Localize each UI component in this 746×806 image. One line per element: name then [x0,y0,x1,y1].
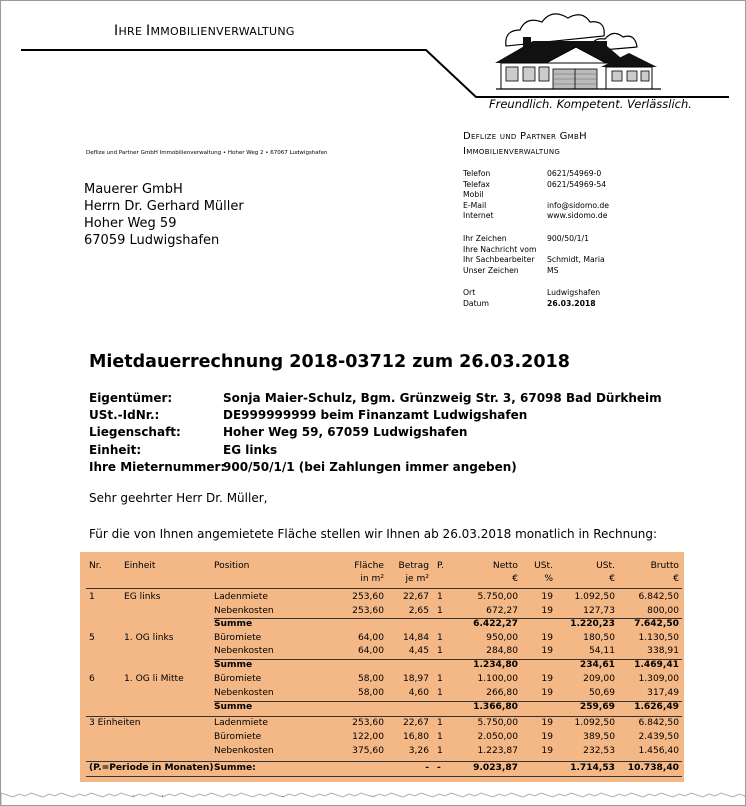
table-cell: Netto [492,561,518,571]
info-row [463,169,609,180]
info-row [463,245,605,256]
table-cell: 1.130,50 [638,633,679,643]
info-value: info@sidomo.de [547,200,609,210]
table-rule [86,588,682,589]
invoice-title: Mietdauerrechnung 2018-03712 zum 26.03.2018 [89,352,570,372]
info-value: MS [547,265,559,275]
table-cell: € [512,574,518,584]
header-graphic [1,1,746,131]
table-cell: 6 [89,674,95,684]
table-row [80,660,684,674]
table-cell: 19 [541,633,553,643]
fact-row [89,442,662,459]
table-rule [86,776,682,777]
table-row [80,732,684,746]
table-cell: 18,97 [402,674,429,684]
info-row [463,234,605,245]
table-cell: 284,80 [486,646,518,656]
table-cell: EG links [124,592,161,602]
info-value: Ludwigshafen [547,288,601,297]
info-row [463,180,609,191]
table-cell: 253,60 [352,718,384,728]
company-name: IHRE IMMOBILIENVERWALTUNG [114,23,295,39]
table-cell: 1. OG links [124,633,174,643]
table-cell: Summe [214,660,253,670]
table-cell: 253,60 [352,592,384,602]
recipient-line: Hoher Weg 59 [84,216,177,231]
table-row [80,702,684,716]
table-cell: 64,00 [357,646,384,656]
table-cell: (P.=Periode in Monaten) [89,763,214,773]
firm-line: Immobilienverwaltung [463,146,561,157]
table-row [80,574,684,588]
table-cell: Büromiete [214,732,262,742]
table-cell: Ladenmiete [214,592,268,602]
fact-key: Liegenschaft: [89,425,181,440]
info-value: 0621/54969-54 [547,179,607,189]
table-cell: 22,67 [402,718,429,728]
firm-name [463,129,587,159]
table-cell: 1 [437,674,443,684]
table-cell: je m² [405,574,429,584]
table-cell: 19 [541,718,553,728]
intro-text: Für die von Ihnen angemietete Fläche stellen wir Ihnen ab 26.03.2018 monatlich in Rechnung: [89,527,658,541]
torn-edge [1,787,746,806]
table-cell: 19 [541,746,553,756]
table-cell: 6.422,27 [473,619,518,629]
table-cell: 7.642,50 [634,619,679,629]
fact-value: Sonja Maier-Schulz, Bgm. Grünzweig Str. 3, 67098 Bad Dürkheim [223,391,662,405]
table-rule [214,618,682,619]
table-cell: € [673,574,679,584]
recipient-line: Herrn Dr. Gerhard Müller [84,199,244,214]
table-cell: 10.738,40 [627,763,679,773]
table-cell: 6.842,50 [638,592,679,602]
table-cell: - [425,763,429,773]
table-cell: 50,69 [588,688,615,698]
info-row [463,288,600,299]
table-cell: 19 [541,606,553,616]
table-cell: 58,00 [357,688,384,698]
table-cell: € [609,574,615,584]
greeting: Sehr geehrter Herr Dr. Müller, [89,491,268,505]
info-value: Schmidt, Maria [547,255,605,265]
recipient-address [84,181,244,249]
fact-value: Hoher Weg 59, 67059 Ludwigshafen [223,425,468,440]
sender-line: Deflize und Partner GmbH Immobilienverwaltung • Hoher Weg 2 • 67067 Ludwigshafen [86,150,328,156]
info-row [463,299,600,310]
table-cell: 1.456,40 [638,746,679,756]
table-cell: 1.092,50 [574,592,615,602]
table-cell: 672,27 [486,606,518,616]
table-cell: 4,45 [408,646,429,656]
table-cell: 232,53 [583,746,615,756]
table-cell: 1.092,50 [574,718,615,728]
table-cell: 54,11 [588,646,615,656]
table-cell: USt. [596,561,615,571]
info-key: Ihre Nachricht vom [463,244,537,254]
table-cell: 1.626,49 [634,702,679,712]
table-cell: 19 [541,674,553,684]
info-value: www.sidomo.de [547,211,608,221]
table-cell: 16,80 [402,732,429,742]
invoice-facts [89,390,662,476]
table-row [80,619,684,633]
table-cell: 1.220,23 [570,619,615,629]
contact-block [463,169,609,222]
table-cell: 1 [437,688,443,698]
table-row [80,763,684,777]
date-value: 26.03.2018 [547,298,596,308]
fact-value: DE999999999 beim Finanzamt Ludwigshafen [223,408,528,423]
table-cell: 2.050,00 [477,732,518,742]
table-cell: 1 [437,592,443,602]
table-cell: 122,00 [352,732,384,742]
house-logo-icon [495,14,661,89]
table-cell: 3,26 [408,746,429,756]
table-cell: 3 Einheiten [89,718,141,728]
fact-value: 900/50/1/1 (bei Zahlungen immer angeben) [223,459,517,474]
table-cell: 1 [437,606,443,616]
table-cell: 1 [437,633,443,643]
info-key: Telefax [463,179,490,189]
table-cell: 1.309,00 [638,674,679,684]
table-cell: 58,00 [357,674,384,684]
table-rule [214,659,682,660]
info-row [463,211,609,222]
table-rule [86,716,682,717]
table-cell: 2.439,50 [638,732,679,742]
table-cell: 5 [89,633,95,643]
table-cell: 234,61 [579,660,615,670]
table-cell: Nr. [89,561,102,571]
fact-key: USt.-IdNr.: [89,408,160,423]
table-cell: Betrag [398,561,429,571]
table-cell: 1 [89,592,95,602]
info-row [463,255,605,266]
table-cell: 19 [541,688,553,698]
slogan: Freundlich. Kompetent. Verlässlich. [489,97,692,111]
table-cell: 266,80 [486,688,518,698]
fact-key: Eigentümer: [89,391,173,405]
info-key: E-Mail [463,200,487,210]
table-cell: 1. OG li Mitte [124,674,184,684]
table-cell: 14,84 [402,633,429,643]
table-cell: 1.234,80 [473,660,518,670]
table-cell: Position [214,561,250,571]
table-rule [86,761,682,762]
table-cell: Summe: [214,763,256,773]
table-cell: Summe [214,702,253,712]
table-cell: 389,50 [583,732,615,742]
info-key: Datum [463,298,490,308]
table-cell: 19 [541,646,553,656]
table-cell: 1 [437,746,443,756]
table-cell: 64,00 [357,633,384,643]
table-cell: 180,50 [583,633,615,643]
table-cell: 19 [541,732,553,742]
table-cell: Einheit [124,561,156,571]
firm-line: Deflize und Partner GmbH [463,131,587,142]
table-cell: 950,00 [486,633,518,643]
table-cell: 1 [437,732,443,742]
info-row [463,190,609,201]
table-cell: Nebenkosten [214,688,274,698]
table-rule [214,701,682,702]
table-row [80,561,684,575]
table-cell: Büromiete [214,633,262,643]
table-row [80,592,684,606]
place-date-block [463,288,600,309]
table-cell: 1.223,87 [477,746,518,756]
fact-key: Ihre Mieternummer: [89,459,226,474]
info-key: Ort [463,288,476,297]
reference-block [463,234,605,276]
table-cell: 1.366,80 [473,702,518,712]
table-cell: 5.750,00 [477,718,518,728]
table-cell: in m² [360,574,384,584]
table-cell: 209,00 [583,674,615,684]
table-row [80,633,684,647]
table-cell: - [437,763,441,773]
table-cell: 253,60 [352,606,384,616]
info-key: Ihr Sachbearbeiter [463,255,535,265]
table-cell: 1 [437,646,443,656]
table-cell: Fläche [354,561,384,571]
table-cell: 1.714,53 [570,763,615,773]
table-cell: Nebenkosten [214,606,274,616]
table-cell: Nebenkosten [214,746,274,756]
table-cell: 317,49 [647,688,679,698]
table-cell: Büromiete [214,674,262,684]
fact-row [89,459,662,476]
recipient-line: Mauerer GmbH [84,182,183,197]
table-cell: 800,00 [647,606,679,616]
table-cell: Brutto [650,561,679,571]
table-cell: 1.100,00 [477,674,518,684]
table-cell: 22,67 [402,592,429,602]
table-cell: 338,91 [647,646,679,656]
info-row [463,266,605,277]
table-cell: 127,73 [583,606,615,616]
fact-row [89,390,662,407]
table-cell: Ladenmiete [214,718,268,728]
table-cell: Summe [214,619,253,629]
table-cell: USt. [534,561,553,571]
table-cell: 2,65 [408,606,429,616]
info-row [463,201,609,212]
table-row [80,688,684,702]
fact-key: Einheit: [89,442,142,457]
fact-value: EG links [223,442,278,457]
table-cell: % [544,574,553,584]
info-key: Mobil [463,190,484,200]
table-cell: P. [437,561,444,571]
info-key: Telefon [463,169,491,178]
info-key: Internet [463,211,494,221]
table-row [80,674,684,688]
table-cell: 9.023,87 [473,763,518,773]
table-cell: 259,69 [579,702,615,712]
recipient-line: 67059 Ludwigshafen [84,233,220,248]
table-row [80,746,684,760]
table-cell: Nebenkosten [214,646,274,656]
info-key: Ihr Zeichen [463,234,507,243]
table-row [80,646,684,660]
info-value: 900/50/1/1 [547,234,590,243]
table-cell: 4,60 [408,688,429,698]
info-key: Unser Zeichen [463,265,519,275]
info-value: 0621/54969-0 [547,169,602,178]
table-cell: 6.842,50 [638,718,679,728]
table-row [80,718,684,732]
table-cell: 375,60 [352,746,384,756]
table-cell: 1.469,41 [634,660,679,670]
fact-row [89,407,662,424]
table-cell: 19 [541,592,553,602]
table-cell: 5.750,00 [477,592,518,602]
fact-row [89,424,662,441]
rent-table [80,552,684,782]
table-cell: 1 [437,718,443,728]
